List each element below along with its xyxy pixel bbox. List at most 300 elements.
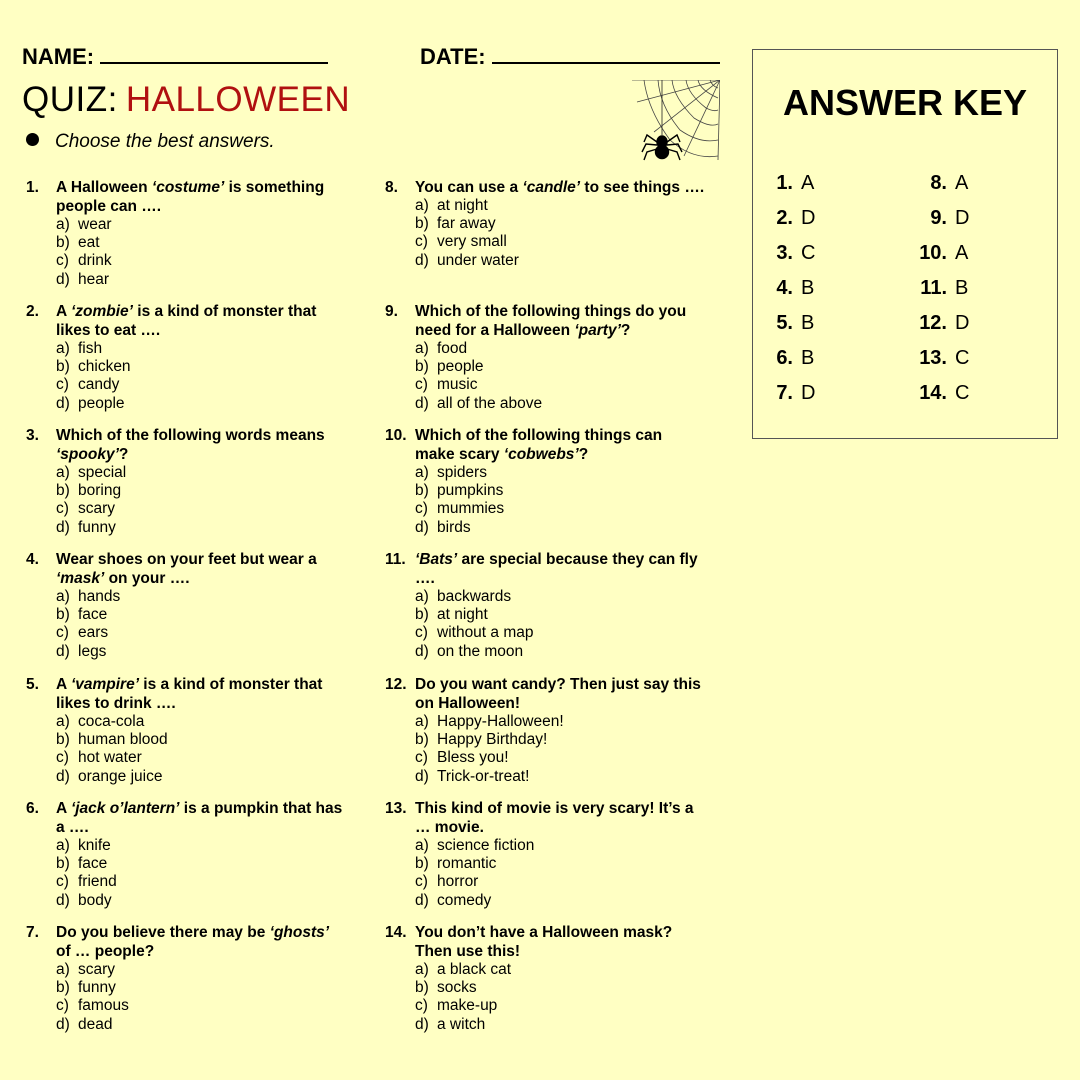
answer-number: 3. bbox=[776, 242, 793, 264]
option-letter: b) bbox=[415, 358, 429, 376]
option-text: human blood bbox=[78, 731, 168, 749]
option-text: ears bbox=[78, 624, 109, 642]
option-a[interactable] bbox=[56, 340, 346, 358]
option-d[interactable] bbox=[415, 395, 705, 413]
option-a[interactable] bbox=[415, 340, 705, 358]
question-text-part: ? bbox=[118, 446, 129, 463]
answer-number: 5. bbox=[776, 312, 793, 334]
question-12 bbox=[385, 675, 705, 786]
option-text: scary bbox=[78, 961, 116, 978]
answer-number: 6. bbox=[776, 347, 793, 369]
option-text: socks bbox=[437, 979, 477, 997]
question-keyword: ‘mask’ bbox=[56, 570, 105, 587]
answer-letter: B bbox=[801, 347, 815, 369]
option-text: fish bbox=[78, 340, 103, 357]
question-keyword: ‘vampire’ bbox=[70, 676, 139, 693]
answer-number: 10. bbox=[919, 242, 947, 264]
question-text-part: A bbox=[56, 676, 71, 693]
answer-key-item bbox=[763, 277, 814, 300]
option-letter: b) bbox=[415, 855, 429, 873]
answer-letter: B bbox=[955, 277, 969, 299]
option-text: knife bbox=[78, 837, 111, 854]
name-blank-line[interactable] bbox=[100, 44, 328, 64]
answer-number: 9. bbox=[930, 207, 947, 229]
question-text bbox=[56, 426, 346, 464]
answer-number: 8. bbox=[930, 172, 947, 194]
option-list bbox=[56, 961, 346, 1034]
option-list bbox=[415, 837, 705, 910]
option-text: wear bbox=[78, 216, 112, 233]
question-text-part: to see things …. bbox=[580, 179, 705, 196]
answer-key-item bbox=[763, 242, 815, 265]
option-letter: c) bbox=[56, 624, 69, 642]
option-text: coca-cola bbox=[78, 713, 145, 730]
option-text: funny bbox=[78, 518, 116, 536]
option-letter: c) bbox=[56, 252, 69, 270]
option-list bbox=[56, 837, 346, 910]
option-letter: a) bbox=[56, 588, 70, 605]
question-text-part: Do you want candy? Then just say this on Halloween! bbox=[415, 676, 701, 712]
option-letter: c) bbox=[415, 500, 428, 518]
option-b[interactable] bbox=[56, 482, 346, 500]
question-7 bbox=[26, 923, 346, 1034]
option-c[interactable] bbox=[415, 376, 705, 394]
option-letter: c) bbox=[415, 873, 428, 891]
option-text: pumpkins bbox=[437, 482, 504, 500]
option-text: orange juice bbox=[78, 767, 163, 785]
question-number: 7. bbox=[26, 924, 39, 941]
option-c[interactable] bbox=[56, 500, 346, 518]
question-number: 9. bbox=[385, 303, 398, 320]
option-c[interactable] bbox=[56, 997, 346, 1015]
option-letter: c) bbox=[56, 873, 69, 891]
option-letter: d) bbox=[415, 518, 429, 536]
option-a[interactable] bbox=[56, 464, 346, 482]
option-text: Bless you! bbox=[437, 749, 509, 767]
option-c[interactable] bbox=[415, 624, 705, 642]
option-text: comedy bbox=[437, 891, 492, 909]
option-letter: c) bbox=[415, 749, 428, 767]
option-text: drink bbox=[78, 252, 112, 270]
question-keyword: ‘costume’ bbox=[151, 179, 225, 196]
option-list bbox=[415, 340, 705, 413]
option-letter: b) bbox=[56, 234, 70, 252]
option-letter: c) bbox=[56, 500, 69, 518]
option-a[interactable] bbox=[56, 837, 346, 855]
option-letter: b) bbox=[415, 215, 429, 233]
option-text: very small bbox=[437, 233, 507, 251]
title-prefix: QUIZ: bbox=[22, 80, 118, 119]
question-text bbox=[56, 302, 346, 340]
option-letter: c) bbox=[56, 749, 69, 767]
option-letter: d) bbox=[415, 394, 429, 412]
option-letter: d) bbox=[56, 642, 70, 660]
option-list bbox=[415, 961, 705, 1034]
question-2 bbox=[26, 302, 346, 413]
option-letter: b) bbox=[56, 731, 70, 749]
option-text: funny bbox=[78, 979, 116, 997]
option-a[interactable] bbox=[415, 961, 705, 979]
option-b[interactable] bbox=[415, 215, 705, 233]
option-letter: b) bbox=[56, 855, 70, 873]
answer-letter: C bbox=[955, 382, 970, 404]
option-text: far away bbox=[437, 215, 496, 233]
option-text: Trick-or-treat! bbox=[437, 767, 530, 785]
option-text: mummies bbox=[437, 500, 505, 518]
option-a[interactable] bbox=[56, 216, 346, 234]
option-c[interactable] bbox=[56, 376, 346, 394]
question-number: 6. bbox=[26, 800, 39, 817]
option-letter: a) bbox=[56, 464, 70, 481]
option-a[interactable] bbox=[56, 588, 346, 606]
option-b[interactable] bbox=[56, 234, 346, 252]
question-9 bbox=[385, 302, 705, 413]
bullet-icon bbox=[26, 133, 39, 146]
option-list bbox=[56, 713, 346, 786]
question-1 bbox=[26, 178, 346, 289]
question-text-part: This kind of movie is very scary! It’s a … movie. bbox=[415, 800, 694, 836]
question-text bbox=[56, 799, 346, 837]
option-a[interactable] bbox=[415, 588, 705, 606]
option-b[interactable] bbox=[415, 731, 705, 749]
option-text: special bbox=[78, 464, 127, 481]
question-text-part: is a kind of monster that likes to drink …. bbox=[56, 676, 323, 712]
option-c[interactable] bbox=[415, 233, 705, 251]
question-number: 13. bbox=[385, 800, 407, 817]
question-text-part: A bbox=[56, 800, 71, 817]
option-text: science fiction bbox=[437, 837, 535, 854]
question-text bbox=[415, 550, 705, 588]
answer-key-item bbox=[917, 277, 968, 300]
option-text: birds bbox=[437, 518, 471, 536]
option-d[interactable] bbox=[56, 271, 346, 289]
option-d[interactable] bbox=[56, 892, 346, 910]
option-text: all of the above bbox=[437, 394, 543, 412]
option-b[interactable] bbox=[415, 855, 705, 873]
question-number: 12. bbox=[385, 676, 407, 693]
option-text: on the moon bbox=[437, 642, 524, 660]
question-keyword: ‘zombie’ bbox=[70, 303, 133, 320]
option-letter: d) bbox=[56, 891, 70, 909]
question-text-part: Wear shoes on your feet but wear a bbox=[56, 551, 317, 568]
option-text: a black cat bbox=[437, 961, 512, 978]
option-letter: a) bbox=[415, 340, 429, 357]
question-number: 8. bbox=[385, 179, 398, 196]
question-text-part: You don’t have a Halloween mask? Then use this! bbox=[415, 924, 673, 960]
option-d[interactable] bbox=[415, 892, 705, 910]
question-text-part: Which of the following words means bbox=[56, 427, 325, 444]
option-list bbox=[415, 197, 705, 270]
option-text: scary bbox=[78, 500, 116, 518]
question-8 bbox=[385, 178, 705, 270]
option-text: dead bbox=[78, 1015, 113, 1033]
answer-number: 12. bbox=[919, 312, 947, 334]
question-keyword: ‘spooky’ bbox=[56, 446, 119, 463]
option-d[interactable] bbox=[56, 643, 346, 661]
option-letter: d) bbox=[415, 642, 429, 660]
question-11 bbox=[385, 550, 705, 661]
question-text bbox=[415, 426, 705, 464]
question-text-part: is something people can …. bbox=[56, 179, 325, 215]
option-a[interactable] bbox=[56, 713, 346, 731]
answer-letter: C bbox=[955, 347, 970, 369]
option-b[interactable] bbox=[56, 358, 346, 376]
question-text bbox=[415, 923, 705, 961]
answer-key-item bbox=[917, 172, 968, 195]
option-letter: a) bbox=[56, 837, 70, 854]
question-text-part: Do you believe there may be bbox=[56, 924, 270, 941]
option-text: hear bbox=[78, 270, 110, 288]
question-text-part: Which of the following things can make scary bbox=[415, 427, 663, 463]
option-letter: d) bbox=[56, 394, 70, 412]
option-b[interactable] bbox=[415, 979, 705, 997]
option-text: chicken bbox=[78, 358, 131, 376]
option-list bbox=[415, 464, 705, 537]
option-d[interactable] bbox=[415, 768, 705, 786]
question-14 bbox=[385, 923, 705, 1034]
option-a[interactable] bbox=[415, 464, 705, 482]
option-text: backwards bbox=[437, 588, 512, 605]
question-text bbox=[56, 923, 346, 961]
option-letter: c) bbox=[415, 376, 428, 394]
option-d[interactable] bbox=[56, 768, 346, 786]
option-a[interactable] bbox=[415, 713, 705, 731]
question-text bbox=[56, 550, 346, 588]
option-b[interactable] bbox=[415, 358, 705, 376]
option-c[interactable] bbox=[56, 252, 346, 270]
question-number: 2. bbox=[26, 303, 39, 320]
option-c[interactable] bbox=[415, 873, 705, 891]
option-letter: a) bbox=[415, 464, 429, 481]
question-6 bbox=[26, 799, 346, 910]
option-text: music bbox=[437, 376, 478, 394]
option-text: a witch bbox=[437, 1015, 486, 1033]
option-text: at night bbox=[437, 197, 488, 214]
date-blank-line[interactable] bbox=[492, 44, 720, 64]
answer-letter: D bbox=[801, 207, 816, 229]
option-text: people bbox=[437, 358, 484, 376]
answer-letter: B bbox=[801, 277, 815, 299]
option-letter: b) bbox=[415, 731, 429, 749]
answer-letter: C bbox=[801, 242, 816, 264]
option-letter: a) bbox=[56, 961, 70, 978]
option-letter: a) bbox=[415, 197, 429, 214]
option-letter: a) bbox=[56, 713, 70, 730]
answer-number: 1. bbox=[776, 172, 793, 194]
answer-letter: A bbox=[955, 172, 969, 194]
option-list bbox=[56, 216, 346, 289]
name-field[interactable] bbox=[22, 44, 328, 70]
option-letter: a) bbox=[415, 837, 429, 854]
option-letter: c) bbox=[415, 997, 428, 1015]
answer-letter: D bbox=[955, 207, 970, 229]
question-text-part: Which of the following things do you need for a Halloween bbox=[415, 303, 687, 339]
answer-key-panel bbox=[752, 49, 1058, 439]
answer-letter: A bbox=[955, 242, 969, 264]
option-letter: d) bbox=[56, 767, 70, 785]
question-text bbox=[415, 799, 705, 837]
option-list bbox=[415, 713, 705, 786]
option-text: face bbox=[78, 606, 108, 624]
option-text: eat bbox=[78, 234, 100, 252]
question-number: 1. bbox=[26, 179, 39, 196]
option-letter: a) bbox=[415, 713, 429, 730]
option-c[interactable] bbox=[56, 749, 346, 767]
option-letter: d) bbox=[56, 518, 70, 536]
option-text: body bbox=[78, 891, 112, 909]
answer-key-item bbox=[917, 382, 969, 405]
question-number: 4. bbox=[26, 551, 39, 568]
question-number: 3. bbox=[26, 427, 39, 444]
option-list bbox=[415, 588, 705, 661]
option-c[interactable] bbox=[56, 624, 346, 642]
spider-icon bbox=[642, 135, 682, 160]
option-text: friend bbox=[78, 873, 117, 891]
instruction-text: Choose the best answers. bbox=[55, 131, 275, 152]
option-a[interactable] bbox=[56, 961, 346, 979]
question-5 bbox=[26, 675, 346, 786]
option-c[interactable] bbox=[415, 749, 705, 767]
option-d[interactable] bbox=[56, 395, 346, 413]
answer-letter: D bbox=[801, 382, 816, 404]
question-number: 14. bbox=[385, 924, 407, 941]
answer-number: 4. bbox=[776, 277, 793, 299]
answer-number: 14. bbox=[919, 382, 947, 404]
question-text-part: is a kind of monster that likes to eat …. bbox=[56, 303, 317, 339]
question-13 bbox=[385, 799, 705, 910]
spider-web-icon bbox=[632, 80, 720, 162]
question-4 bbox=[26, 550, 346, 661]
question-keyword: ‘candle’ bbox=[522, 179, 581, 196]
question-10 bbox=[385, 426, 705, 537]
question-number: 5. bbox=[26, 676, 39, 693]
option-text: Happy-Halloween! bbox=[437, 713, 564, 730]
question-text bbox=[415, 302, 705, 340]
question-keyword: ‘party’ bbox=[574, 322, 621, 339]
question-text-part: ? bbox=[620, 322, 631, 339]
question-text-part: is a pumpkin that has a …. bbox=[56, 800, 343, 836]
option-d[interactable] bbox=[415, 252, 705, 270]
option-text: under water bbox=[437, 251, 519, 269]
option-text: famous bbox=[78, 997, 129, 1015]
question-text-part: of … people? bbox=[56, 943, 155, 960]
answer-key-item bbox=[917, 312, 969, 335]
title-topic: HALLOWEEN bbox=[125, 80, 351, 119]
question-text-part: You can use a bbox=[415, 179, 523, 196]
option-a[interactable] bbox=[415, 837, 705, 855]
option-text: Happy Birthday! bbox=[437, 731, 548, 749]
option-letter: a) bbox=[56, 340, 70, 357]
option-d[interactable] bbox=[415, 519, 705, 537]
option-b[interactable] bbox=[56, 979, 346, 997]
option-text: boring bbox=[78, 482, 122, 500]
answer-number: 13. bbox=[919, 347, 947, 369]
option-letter: b) bbox=[415, 606, 429, 624]
option-list bbox=[56, 340, 346, 413]
option-letter: b) bbox=[415, 979, 429, 997]
answer-key-title: ANSWER KEY bbox=[782, 82, 1028, 123]
option-letter: c) bbox=[415, 624, 428, 642]
question-text bbox=[415, 178, 705, 197]
option-letter: a) bbox=[415, 961, 429, 978]
option-d[interactable] bbox=[415, 643, 705, 661]
option-letter: b) bbox=[415, 482, 429, 500]
answer-key-item bbox=[763, 347, 814, 370]
question-keyword: ‘cobwebs’ bbox=[503, 446, 579, 463]
answer-key-item bbox=[917, 347, 969, 370]
option-a[interactable] bbox=[415, 197, 705, 215]
answer-letter: D bbox=[955, 312, 970, 334]
option-letter: b) bbox=[56, 606, 70, 624]
question-3 bbox=[26, 426, 346, 537]
option-letter: d) bbox=[415, 251, 429, 269]
option-text: make-up bbox=[437, 997, 498, 1015]
option-letter: d) bbox=[415, 767, 429, 785]
name-label: NAME: bbox=[22, 44, 95, 69]
question-text bbox=[56, 178, 346, 216]
question-text-part: A bbox=[56, 303, 71, 320]
question-number: 10. bbox=[385, 427, 407, 444]
option-d[interactable] bbox=[415, 1016, 705, 1034]
option-letter: d) bbox=[415, 1015, 429, 1033]
option-d[interactable] bbox=[56, 519, 346, 537]
answer-key-item bbox=[763, 207, 815, 230]
answer-number: 11. bbox=[920, 277, 947, 299]
question-text-part: ? bbox=[578, 446, 589, 463]
option-text: hands bbox=[78, 588, 121, 605]
date-field[interactable] bbox=[420, 44, 720, 70]
page-title bbox=[22, 80, 350, 120]
option-list bbox=[56, 464, 346, 537]
option-list bbox=[56, 588, 346, 661]
option-text: legs bbox=[78, 642, 107, 660]
option-d[interactable] bbox=[56, 1016, 346, 1034]
option-letter: d) bbox=[56, 270, 70, 288]
option-text: people bbox=[78, 394, 125, 412]
answer-key-item bbox=[763, 382, 815, 405]
question-text-part: are special because they can fly …. bbox=[415, 551, 698, 587]
answer-letter: A bbox=[801, 172, 815, 194]
option-text: romantic bbox=[437, 855, 497, 873]
option-b[interactable] bbox=[415, 482, 705, 500]
answer-letter: B bbox=[801, 312, 815, 334]
question-text-part: A Halloween bbox=[56, 179, 152, 196]
question-text bbox=[56, 675, 346, 713]
option-c[interactable] bbox=[56, 873, 346, 891]
option-text: food bbox=[437, 340, 468, 357]
option-c[interactable] bbox=[415, 997, 705, 1015]
option-text: hot water bbox=[78, 749, 142, 767]
option-text: candy bbox=[78, 376, 120, 394]
option-c[interactable] bbox=[415, 500, 705, 518]
option-letter: c) bbox=[415, 233, 428, 251]
option-b[interactable] bbox=[56, 606, 346, 624]
option-text: horror bbox=[437, 873, 479, 891]
question-keyword: ‘Bats’ bbox=[415, 551, 458, 568]
option-b[interactable] bbox=[56, 855, 346, 873]
answer-number: 7. bbox=[776, 382, 793, 404]
option-b[interactable] bbox=[56, 731, 346, 749]
option-b[interactable] bbox=[415, 606, 705, 624]
option-letter: c) bbox=[56, 997, 69, 1015]
option-letter: d) bbox=[415, 891, 429, 909]
option-text: spiders bbox=[437, 464, 487, 481]
option-letter: c) bbox=[56, 376, 69, 394]
option-letter: a) bbox=[56, 216, 70, 233]
question-keyword: ‘jack o’lantern’ bbox=[70, 800, 180, 817]
answer-key-item bbox=[917, 207, 969, 230]
option-letter: b) bbox=[56, 979, 70, 997]
